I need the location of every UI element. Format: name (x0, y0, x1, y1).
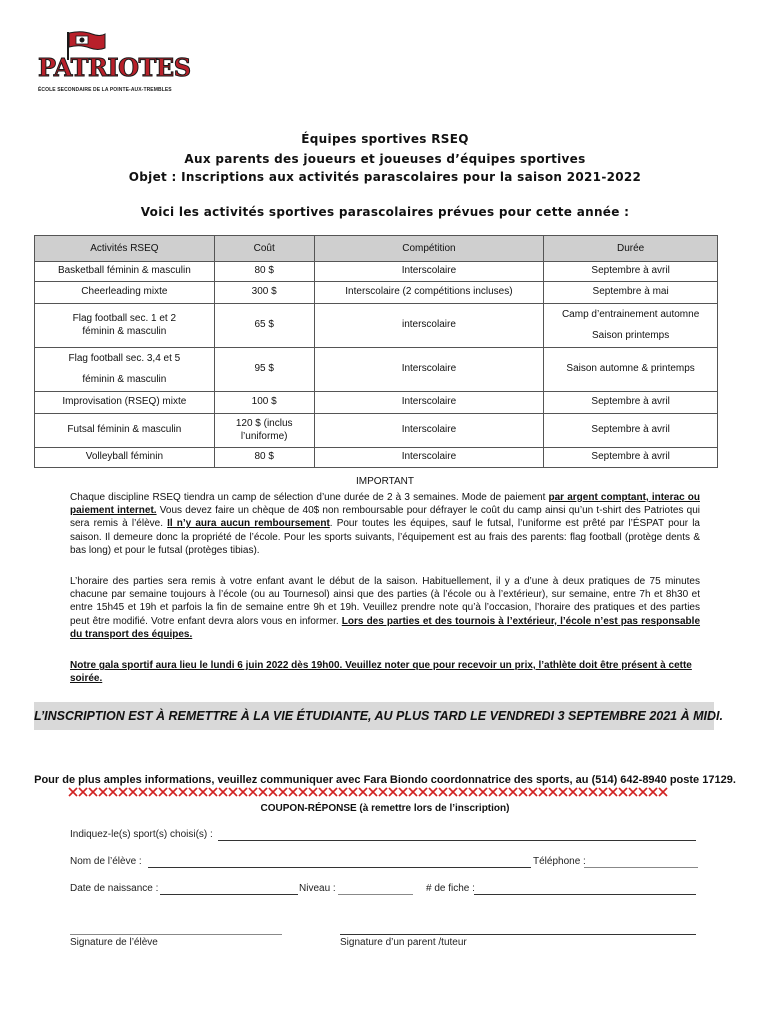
cell-duration: Septembre à mai (544, 282, 718, 304)
cut-mark (69, 788, 77, 796)
cut-mark (159, 788, 167, 796)
cell-duration-line1: Camp d’entrainement automne (561, 309, 700, 320)
cut-mark (149, 788, 157, 796)
cell-activity-line1: Flag football sec. 1 et 2 (72, 313, 177, 324)
parent-signature-field[interactable] (340, 934, 696, 935)
cell-activity: Cheerleading mixte (35, 282, 215, 304)
cell-duration: Saison automne & printemps (544, 348, 718, 392)
file-label: # de fiche : (426, 883, 475, 894)
cut-mark (469, 788, 477, 796)
cut-mark (479, 788, 487, 796)
gala-paragraph (70, 659, 700, 685)
coupon-title: COUPON-RÉPONSE (à remettre lors de l’inscription) (260, 803, 510, 814)
cut-mark (539, 788, 547, 796)
cut-mark (609, 788, 617, 796)
cut-mark (419, 788, 427, 796)
doc-subject: Objet : Inscriptions aux activités parascolaires pour la saison 2021-2022 (128, 170, 642, 184)
cut-mark (79, 788, 87, 796)
cut-mark (279, 788, 287, 796)
cut-mark (579, 788, 587, 796)
cut-mark (409, 788, 417, 796)
cut-mark (199, 788, 207, 796)
cut-mark (439, 788, 447, 796)
student-signature-label: Signature de l’élève (70, 937, 158, 948)
activities-table (34, 235, 718, 468)
cut-mark (139, 788, 147, 796)
schedule-paragraph (70, 575, 700, 641)
cell-competition: Interscolaire (314, 348, 544, 392)
cut-mark (449, 788, 457, 796)
cut-mark (649, 788, 657, 796)
name-label: Nom de l’élève : (70, 856, 142, 867)
dob-field[interactable] (160, 894, 298, 895)
cut-mark (399, 788, 407, 796)
cut-mark (359, 788, 367, 796)
header-duration: Durée (544, 236, 718, 262)
cut-mark (329, 788, 337, 796)
cut-mark (289, 788, 297, 796)
cut-mark (489, 788, 497, 796)
cut-mark (499, 788, 507, 796)
cut-mark (169, 788, 177, 796)
cut-mark (219, 788, 227, 796)
cell-activity-line2: féminin & masculin (82, 325, 167, 337)
table-row (35, 304, 718, 348)
table-row (35, 282, 718, 304)
sports-field[interactable] (218, 840, 696, 841)
doc-audience: Aux parents des joueurs et joueuses d’équipes sportives (184, 152, 586, 166)
cut-mark (269, 788, 277, 796)
cell-cost-line1: 120 $ (inclus (235, 418, 293, 429)
cell-cost: 100 $ (214, 392, 314, 414)
important-heading: IMPORTANT (356, 476, 414, 487)
cut-mark (349, 788, 357, 796)
sports-label: Indiquez-le(s) sport(s) choisi(s) : (70, 829, 213, 840)
school-logo (38, 30, 191, 100)
cut-mark (629, 788, 637, 796)
cell-competition: Interscolaire (314, 392, 544, 414)
cut-mark (619, 788, 627, 796)
cell-competition: Interscolaire (2 compétitions incluses) (314, 282, 544, 304)
cut-mark (509, 788, 517, 796)
doc-title: Équipes sportives RSEQ (301, 132, 469, 146)
cut-mark (569, 788, 577, 796)
table-header-row (35, 236, 718, 262)
schedule-text: L’horaire des parties sera remis à votre enfant avant le début de la saison. Habituellement, il y a d’une à deux pratiques de 75 minutes chacune par semaine toujours à l’école (ou au Tournesol) ainsi que des parties (à l’école ou à l’extérieur), sur semaine, entre 7h et 8h30 et entre 15h45 et 19h et parfois la fin de semaine entre 9h et 19h. Veuillez prendre note qu’à l’occasion, l’horaire des pratiques et des parties peut être modifié. Votre enfant devra alors vous en informer. (70, 576, 700, 627)
cut-mark (339, 788, 347, 796)
cell-activity: Basketball féminin & masculin (35, 262, 215, 282)
cell-duration: Septembre à avril (544, 262, 718, 282)
cut-mark (549, 788, 557, 796)
cell-cost (214, 414, 314, 448)
cut-mark (529, 788, 537, 796)
cell-activity (35, 348, 215, 392)
header-cost: Coût (214, 236, 314, 262)
cut-mark (119, 788, 127, 796)
logo-subtitle: ÉCOLE SECONDAIRE DE LA POINTE-AUX-TREMBLES (38, 87, 172, 93)
level-field[interactable] (338, 894, 413, 895)
cut-mark (379, 788, 387, 796)
cell-competition: Interscolaire (314, 414, 544, 448)
cell-cost: 300 $ (214, 282, 314, 304)
cut-mark (309, 788, 317, 796)
table-row (35, 262, 718, 282)
cut-mark (559, 788, 567, 796)
cell-duration: Septembre à avril (544, 448, 718, 468)
cell-duration-line2: Saison printemps (591, 329, 670, 341)
cut-mark (459, 788, 467, 796)
cell-activity (35, 304, 215, 348)
cut-mark (429, 788, 437, 796)
cell-activity-line2: féminin & masculin (82, 373, 167, 385)
header-activity: Activités RSEQ (35, 236, 215, 262)
cell-activity: Futsal féminin & masculin (35, 414, 215, 448)
uniform-text: . Pour toutes les équipes, sauf le futsal, l’uniforme est prêté par l’ÉSPAT pour la saison. Il demeure donc la propriété de l’école. Pour les sports suivants, l’équipement est au frais des parents: flag football (protège dents & bas long) et pour le futsal (protèges tibias). (70, 518, 700, 556)
cut-mark (319, 788, 327, 796)
cut-mark (189, 788, 197, 796)
cut-mark (229, 788, 237, 796)
doc-intro: Voici les activités sportives parascolaires prévues pour cette année : (140, 205, 630, 219)
transport-notice: Lors des parties et des tournois à l’extérieur, l’école n’est pas responsable du transport des équipes. (70, 615, 701, 640)
table-row (35, 348, 718, 392)
student-signature-field[interactable] (70, 934, 282, 935)
cut-mark (89, 788, 97, 796)
cell-activity: Improvisation (RSEQ) mixte (35, 392, 215, 414)
cut-mark (109, 788, 117, 796)
table-row (35, 414, 718, 448)
cell-competition: Interscolaire (314, 262, 544, 282)
cut-mark (259, 788, 267, 796)
cell-duration: Septembre à avril (544, 414, 718, 448)
deposit-text: Vous devez faire un chèque de 40$ non remboursable pour défrayer le coût du camp ainsi qu’un t-shirt des Patriotes qui sera remis à l’élève. (70, 505, 700, 530)
cut-mark (389, 788, 397, 796)
cell-cost: 80 $ (214, 448, 314, 468)
cut-mark (589, 788, 597, 796)
parent-signature-label: Signature d’un parent /tuteur (340, 937, 467, 948)
cut-line-icon (68, 785, 668, 799)
payment-text: Chaque discipline RSEQ tiendra un camp de sélection d’une durée de 2 à 3 semaines. Mode de paiement (70, 492, 549, 503)
payment-paragraph (70, 491, 700, 557)
cell-activity-line1: Flag football sec. 3,4 et 5 (68, 353, 181, 364)
cut-mark (299, 788, 307, 796)
cell-cost: 95 $ (214, 348, 314, 392)
cut-mark (249, 788, 257, 796)
cell-competition: Interscolaire (314, 448, 544, 468)
file-field[interactable] (474, 894, 696, 895)
cut-mark (239, 788, 247, 796)
contact-info: Pour de plus amples informations, veuillez communiquer avec Fara Biondo coordonnatrice des sports, au (514) 642-8940 poste 17129. (34, 774, 736, 786)
dob-label: Date de naissance : (70, 883, 159, 894)
name-field[interactable] (148, 867, 531, 868)
header-competition: Compétition (314, 236, 544, 262)
cell-cost-line2: l’uniforme) (240, 430, 288, 442)
cell-activity: Volleyball féminin (35, 448, 215, 468)
table-row (35, 448, 718, 468)
phone-field[interactable] (584, 867, 698, 868)
level-label: Niveau : (299, 883, 336, 894)
cell-competition: interscolaire (314, 304, 544, 348)
no-refund-notice: Il n’y aura aucun remboursement (167, 518, 330, 530)
cut-mark (129, 788, 137, 796)
cell-duration: Septembre à avril (544, 392, 718, 414)
cut-mark (209, 788, 217, 796)
cut-mark (519, 788, 527, 796)
cell-cost: 65 $ (214, 304, 314, 348)
table-row (35, 392, 718, 414)
logo-wordmark: PATRIOTES (38, 53, 191, 82)
gala-notice: Notre gala sportif aura lieu le lundi 6 juin 2022 dès 19h00. Veuillez noter que pour recevoir un prix, l’athlète doit être présent à cette soirée. (70, 660, 692, 685)
cut-mark (639, 788, 647, 796)
cut-mark (99, 788, 107, 796)
cell-cost: 80 $ (214, 262, 314, 282)
phone-label: Téléphone : (533, 856, 586, 867)
cut-mark (369, 788, 377, 796)
deadline-banner: L’INSCRIPTION EST À REMETTRE À LA VIE ÉTUDIANTE, AU PLUS TARD LE VENDREDI 3 SEPTEMBRE 2021 À MIDI. (34, 702, 714, 730)
cut-mark (659, 788, 667, 796)
cut-mark (179, 788, 187, 796)
cell-duration (544, 304, 718, 348)
cut-mark (599, 788, 607, 796)
payment-methods: par argent comptant, interac ou paiement internet. (70, 492, 700, 517)
